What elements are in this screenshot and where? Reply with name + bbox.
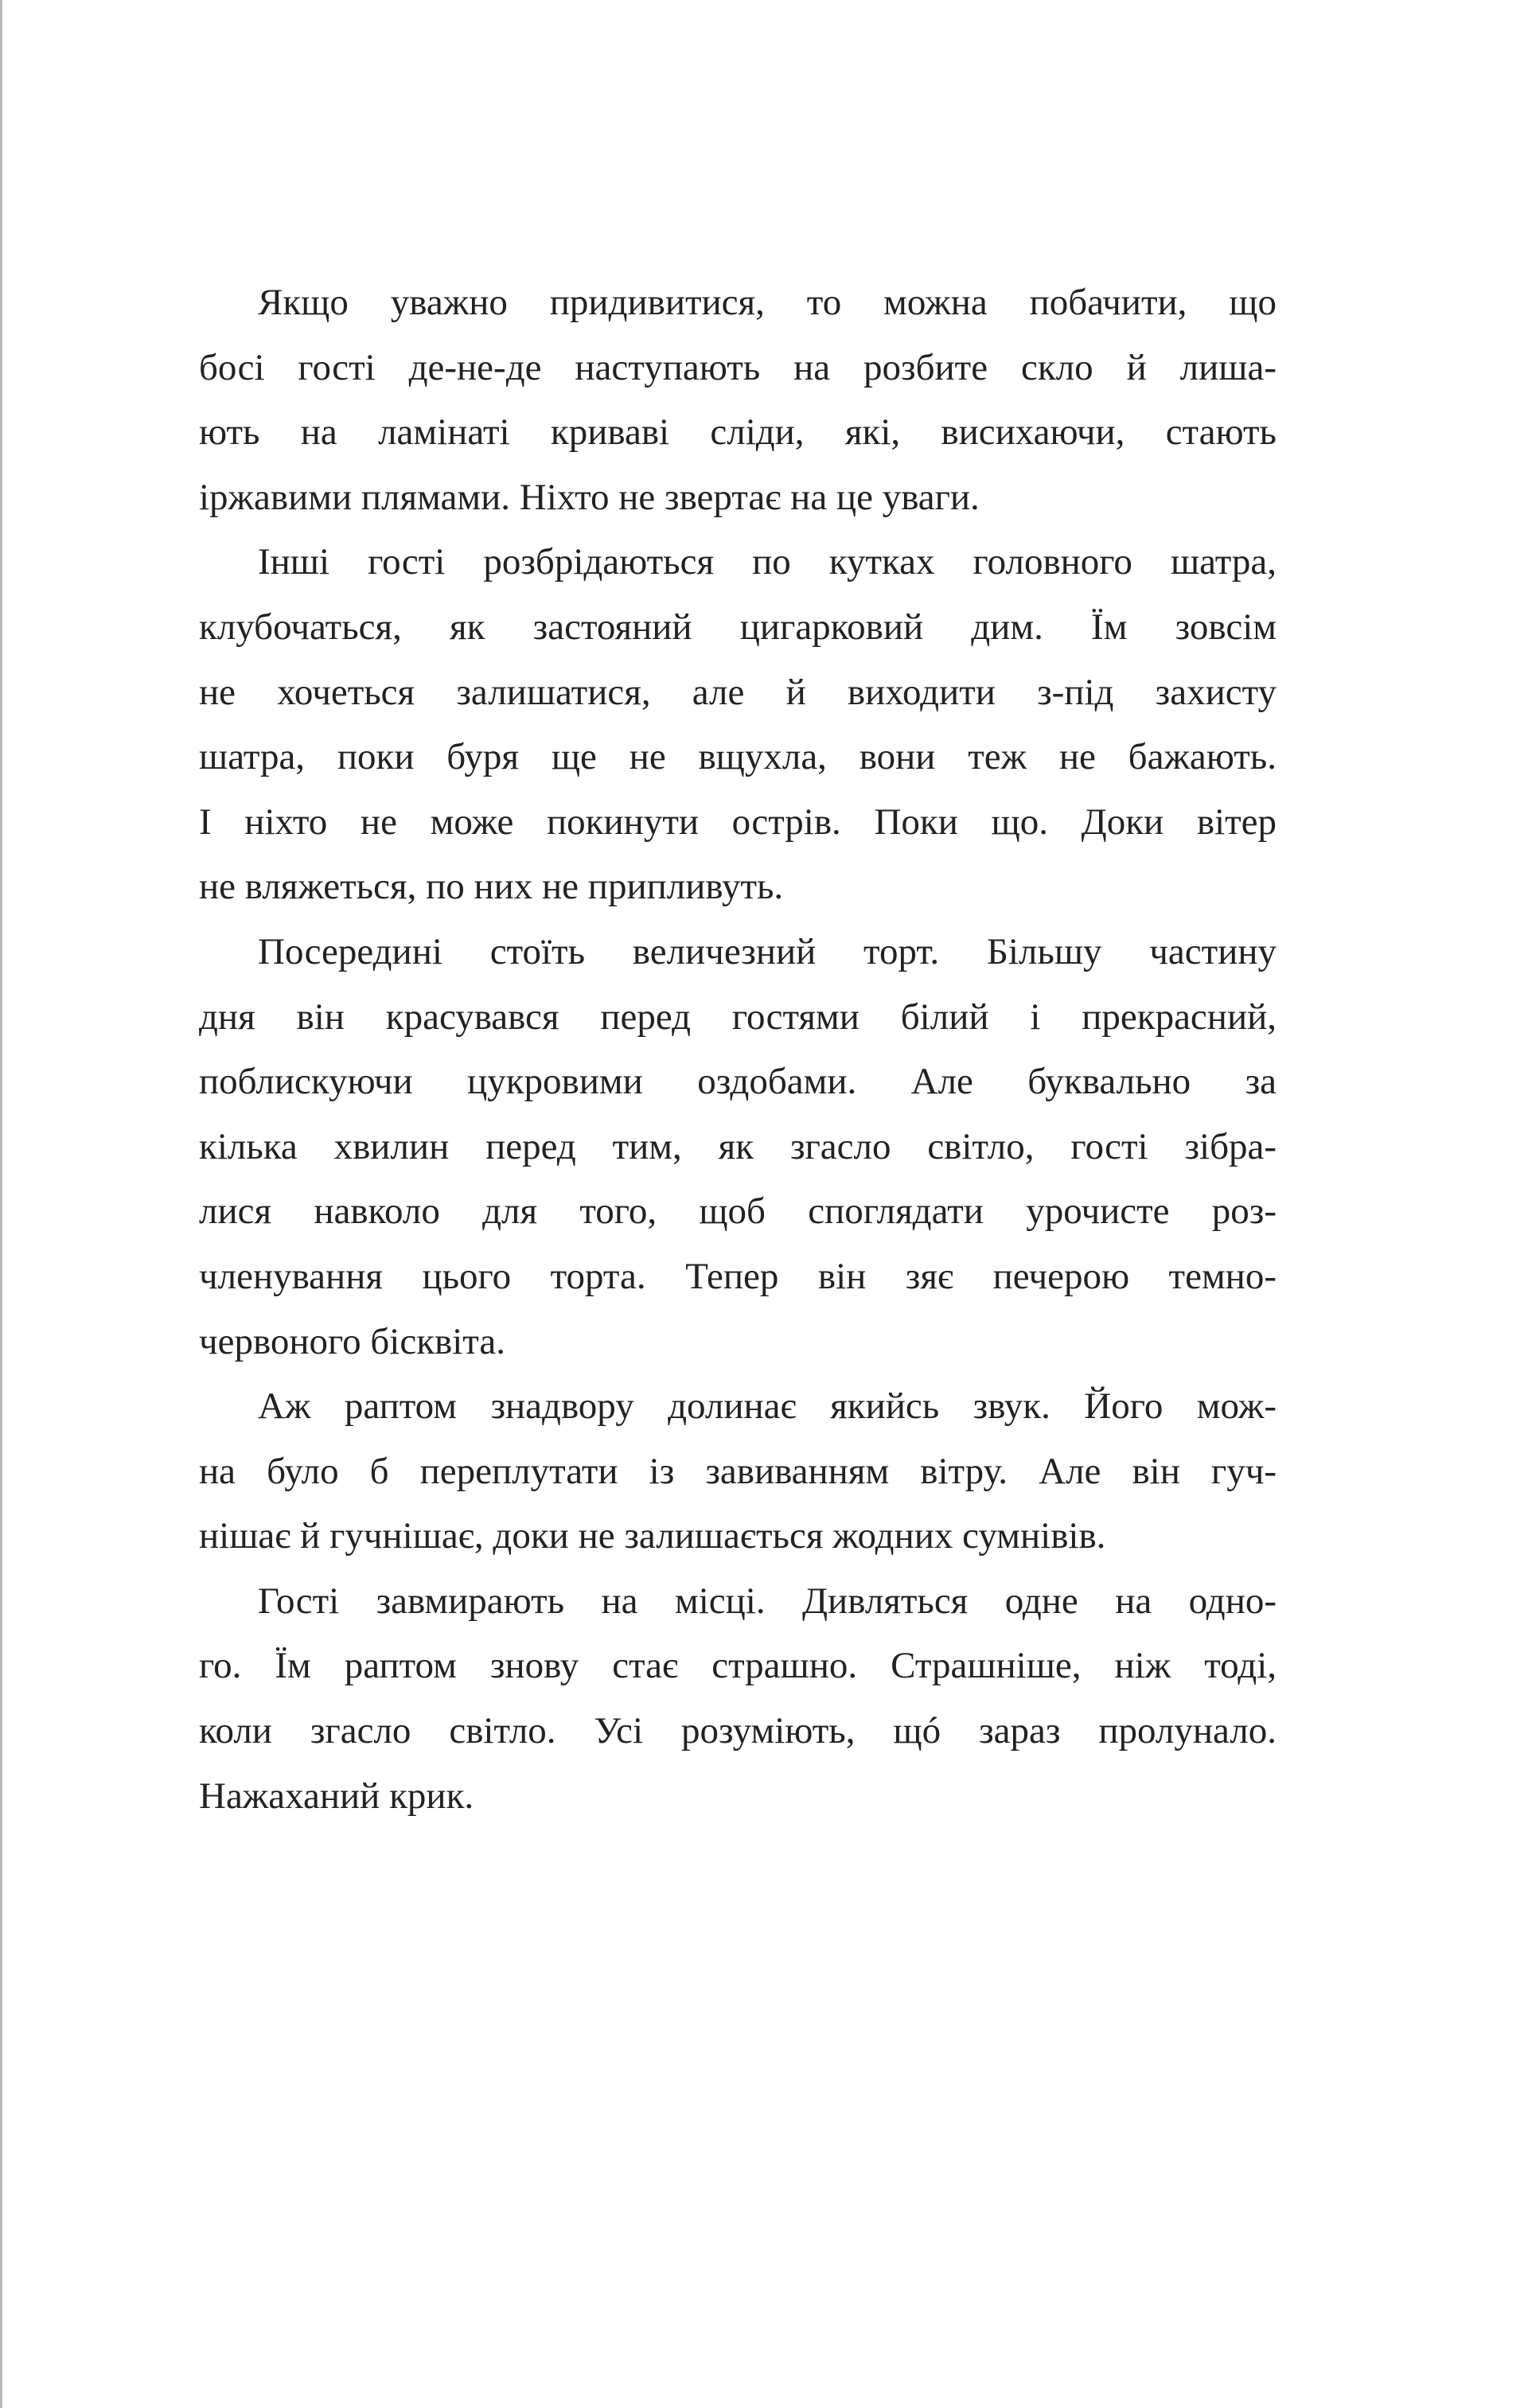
- text-line: кілька хвилин перед тим, як згасло світло, гості зібра-: [199, 1125, 1277, 1167]
- text-line: ють на ламінаті криваві сліди, які, висихаючи, стають: [199, 411, 1277, 454]
- text-line: Інші гості розбрідаються по кутках головного шатра,: [258, 541, 1277, 583]
- text-line: Якщо уважно придивитися, то можна побачити, що: [258, 282, 1277, 323]
- text-line: поблискуючи цукровими оздобами. Але буквально за: [199, 1061, 1277, 1103]
- text-line: го. Їм раптом знову стає страшно. Страшніше, ніж тоді,: [199, 1645, 1277, 1687]
- text-line: іржавими плямами. Ніхто не звертає на це уваги.: [199, 476, 980, 518]
- page-edge: [0, 0, 2, 2408]
- paragraph: [199, 1569, 1277, 1829]
- text-line: не хочеться залишатися, але й виходити з-під захисту: [199, 671, 1277, 713]
- text-line: на було б переплутати із завиванням вітру. Але він гуч-: [199, 1450, 1277, 1492]
- text-line: не вляжеться, по них не припливуть.: [199, 866, 784, 908]
- text-line: клубочаться, як застояний цигарковий дим. Їм зовсім: [199, 606, 1277, 648]
- text-line: членування цього торта. Тепер він зяє печерою темно-: [199, 1255, 1277, 1297]
- text-line: Гості завмирають на місці. Дивляться одне на одно-: [258, 1580, 1277, 1622]
- text-line: червоного бісквіта.: [199, 1320, 506, 1362]
- text-line: І ніхто не може покинути острів. Поки що. Доки вітер: [199, 801, 1277, 843]
- text-line: Нажаханий крик.: [199, 1775, 474, 1817]
- text-line: лися навколо для того, щоб споглядати урочисте роз-: [199, 1190, 1277, 1233]
- text-line: Аж раптом знадвору долинає якийсь звук. Його мож-: [258, 1385, 1277, 1428]
- paragraph: [199, 530, 1277, 920]
- text-line: дня він красувався перед гостями білий і прекрасний,: [199, 996, 1277, 1038]
- body-text: [199, 271, 1277, 1829]
- text-line: Посередині стоїть величезний торт. Більшу частину: [258, 930, 1277, 972]
- text-line: шатра, поки буря ще не вщухла, вони теж не бажають.: [199, 736, 1277, 778]
- paragraph: [199, 271, 1277, 530]
- text-line: босі гості де-не-де наступають на розбите скло й лиша-: [199, 346, 1277, 388]
- paragraph: [199, 1374, 1277, 1569]
- text-line: нішає й гучнішає, доки не залишається жодних сумнівів.: [199, 1515, 1106, 1557]
- paragraph: [199, 920, 1277, 1374]
- text-line: коли згасло світло. Усі розуміють, щó зараз пролунало.: [199, 1710, 1277, 1752]
